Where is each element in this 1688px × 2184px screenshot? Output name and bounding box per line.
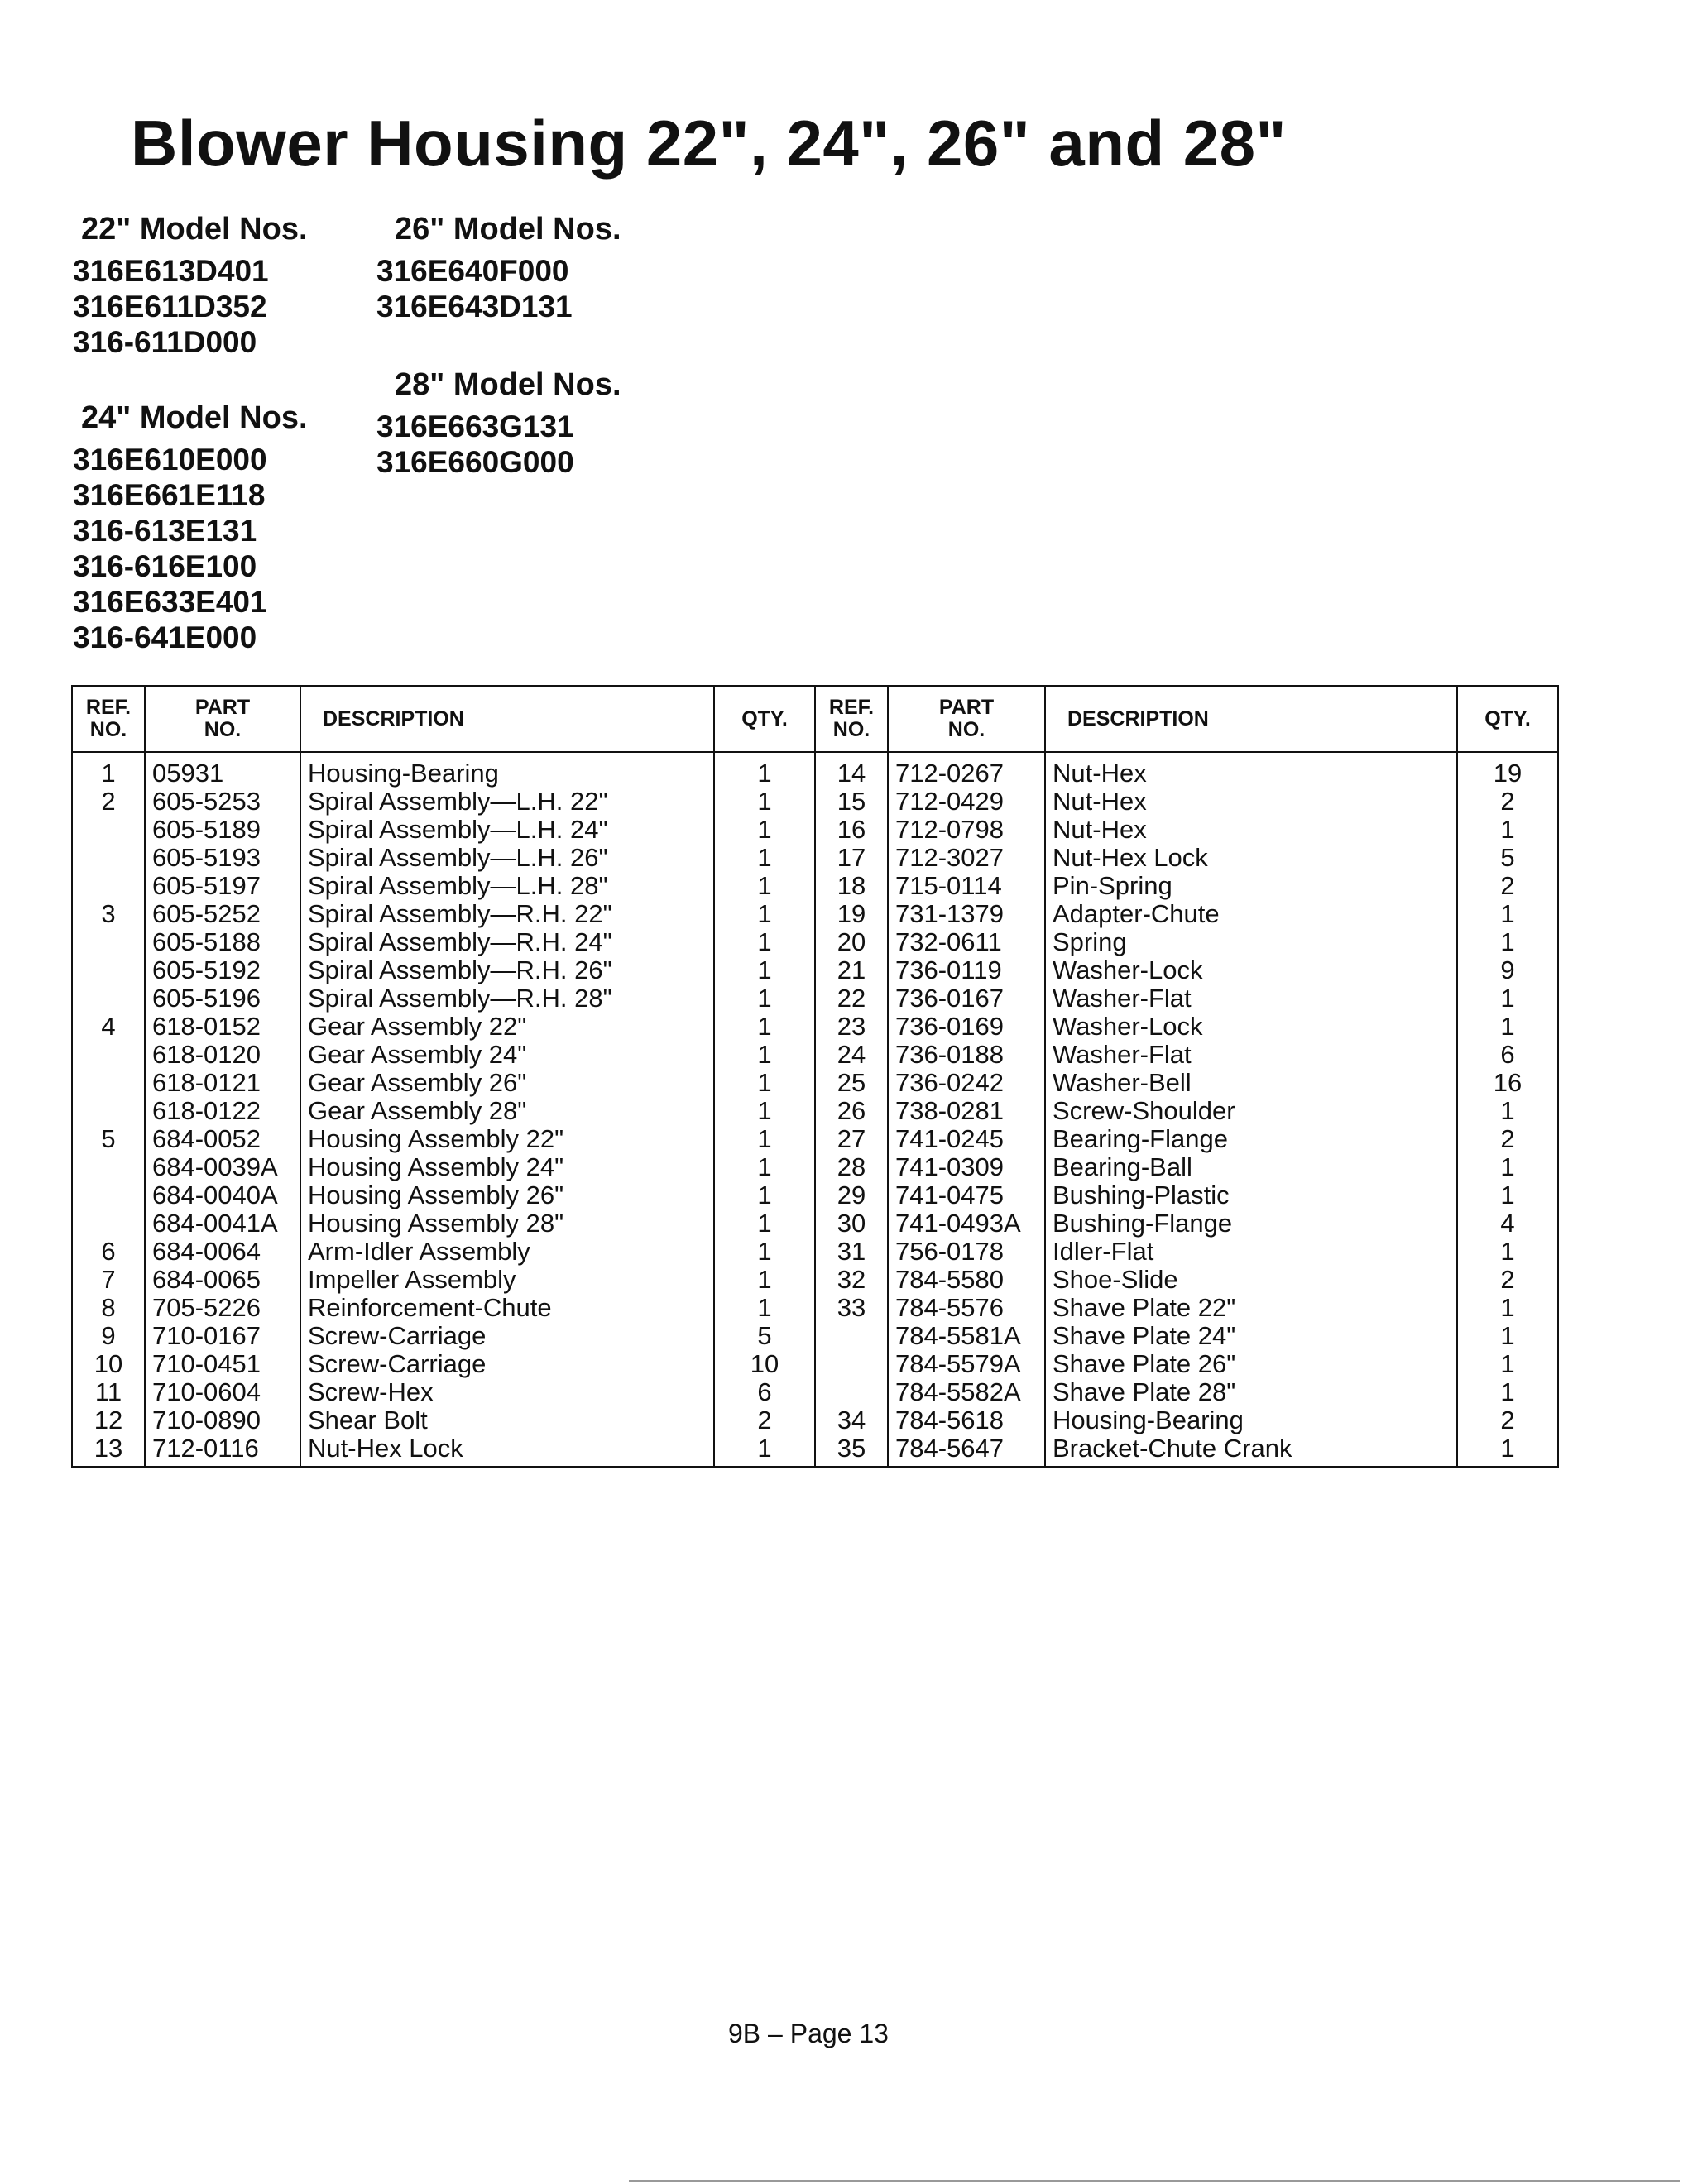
qty-cell: 1 bbox=[714, 1069, 815, 1097]
ref-no-cell: 21 bbox=[815, 956, 888, 984]
part-no-cell: 605-5189 bbox=[145, 816, 300, 844]
qty-cell: 1 bbox=[1457, 1350, 1558, 1378]
header-part-no: PART NO. bbox=[145, 686, 300, 752]
qty-cell: 6 bbox=[714, 1378, 815, 1406]
ref-no-cell: 14 bbox=[815, 752, 888, 788]
ref-no-cell: 31 bbox=[815, 1238, 888, 1266]
model-number: 316E660G000 bbox=[376, 445, 574, 479]
qty-cell: 1 bbox=[714, 1434, 815, 1467]
ref-no-cell: 18 bbox=[815, 872, 888, 900]
ref-no-cell: 20 bbox=[815, 928, 888, 956]
ref-no-cell: 12 bbox=[72, 1406, 145, 1434]
model-list-28 bbox=[376, 409, 621, 480]
qty-cell: 16 bbox=[1457, 1069, 1558, 1097]
qty-cell: 6 bbox=[1457, 1041, 1558, 1069]
header-part-no-2: PART NO. bbox=[888, 686, 1045, 752]
description-cell: Washer-Lock bbox=[1045, 956, 1457, 984]
description-cell: Gear Assembly 28" bbox=[300, 1097, 714, 1125]
part-no-cell: 784-5579A bbox=[888, 1350, 1045, 1378]
part-no-cell: 712-0429 bbox=[888, 788, 1045, 816]
ref-no-cell: 9 bbox=[72, 1322, 145, 1350]
part-no-cell: 684-0052 bbox=[145, 1125, 300, 1153]
table-row bbox=[72, 788, 1558, 816]
model-group-26 bbox=[376, 210, 621, 324]
qty-cell: 1 bbox=[1457, 816, 1558, 844]
model-number: 316E661E118 bbox=[73, 478, 266, 512]
qty-cell: 2 bbox=[1457, 788, 1558, 816]
qty-cell: 5 bbox=[1457, 844, 1558, 872]
model-number: 316-616E100 bbox=[73, 549, 257, 583]
ref-no-cell: 11 bbox=[72, 1378, 145, 1406]
qty-cell: 1 bbox=[1457, 928, 1558, 956]
part-no-cell: 731-1379 bbox=[888, 900, 1045, 928]
table-row bbox=[72, 1069, 1558, 1097]
part-no-cell: 05931 bbox=[145, 752, 300, 788]
description-cell: Bearing-Ball bbox=[1045, 1153, 1457, 1181]
qty-cell: 1 bbox=[1457, 1434, 1558, 1467]
table-row bbox=[72, 1041, 1558, 1069]
ref-no-cell bbox=[72, 1097, 145, 1125]
ref-no-cell bbox=[72, 956, 145, 984]
ref-no-cell: 4 bbox=[72, 1013, 145, 1041]
description-cell: Bearing-Flange bbox=[1045, 1125, 1457, 1153]
part-no-cell: 741-0309 bbox=[888, 1153, 1045, 1181]
qty-cell: 1 bbox=[714, 956, 815, 984]
table-header-row bbox=[72, 686, 1558, 752]
ref-no-cell bbox=[72, 816, 145, 844]
model-group-28 bbox=[376, 366, 621, 480]
bottom-rule bbox=[629, 2180, 1680, 2182]
table-row bbox=[72, 752, 1558, 788]
part-no-cell: 784-5580 bbox=[888, 1266, 1045, 1294]
qty-cell: 1 bbox=[714, 816, 815, 844]
description-cell: Shave Plate 28" bbox=[1045, 1378, 1457, 1406]
part-no-cell: 684-0065 bbox=[145, 1266, 300, 1294]
description-cell: Shave Plate 24" bbox=[1045, 1322, 1457, 1350]
qty-cell: 10 bbox=[714, 1350, 815, 1378]
part-no-cell: 618-0122 bbox=[145, 1097, 300, 1125]
model-number: 316E611D352 bbox=[73, 290, 267, 323]
model-group-24 bbox=[73, 399, 308, 655]
qty-cell: 1 bbox=[1457, 1013, 1558, 1041]
part-no-cell: 712-0116 bbox=[145, 1434, 300, 1467]
model-number: 316E640F000 bbox=[376, 254, 569, 288]
table-row bbox=[72, 1153, 1558, 1181]
qty-cell: 1 bbox=[714, 872, 815, 900]
qty-cell: 1 bbox=[714, 900, 815, 928]
ref-no-cell: 16 bbox=[815, 816, 888, 844]
qty-cell: 2 bbox=[1457, 872, 1558, 900]
ref-no-cell: 28 bbox=[815, 1153, 888, 1181]
qty-cell: 9 bbox=[1457, 956, 1558, 984]
qty-cell: 1 bbox=[714, 844, 815, 872]
ref-no-cell: 15 bbox=[815, 788, 888, 816]
table-row bbox=[72, 1322, 1558, 1350]
qty-cell: 1 bbox=[714, 788, 815, 816]
description-cell: Adapter-Chute bbox=[1045, 900, 1457, 928]
qty-cell: 1 bbox=[714, 1041, 815, 1069]
ref-no-cell bbox=[72, 1041, 145, 1069]
qty-cell: 1 bbox=[1457, 1238, 1558, 1266]
part-no-cell: 605-5252 bbox=[145, 900, 300, 928]
part-no-cell: 741-0475 bbox=[888, 1181, 1045, 1209]
part-no-cell: 684-0040A bbox=[145, 1181, 300, 1209]
qty-cell: 1 bbox=[714, 1181, 815, 1209]
description-cell: Washer-Flat bbox=[1045, 984, 1457, 1013]
header-qty-2: QTY. bbox=[1457, 686, 1558, 752]
qty-cell: 1 bbox=[714, 1125, 815, 1153]
ref-no-cell: 19 bbox=[815, 900, 888, 928]
description-cell: Housing-Bearing bbox=[300, 752, 714, 788]
ref-no-cell: 13 bbox=[72, 1434, 145, 1467]
table-row bbox=[72, 1238, 1558, 1266]
part-no-cell: 756-0178 bbox=[888, 1238, 1045, 1266]
part-no-cell: 710-0604 bbox=[145, 1378, 300, 1406]
description-cell: Nut-Hex bbox=[1045, 752, 1457, 788]
description-cell: Shoe-Slide bbox=[1045, 1266, 1457, 1294]
header-description: DESCRIPTION bbox=[300, 686, 714, 752]
table-row bbox=[72, 1350, 1558, 1378]
ref-no-cell bbox=[815, 1378, 888, 1406]
table-row bbox=[72, 956, 1558, 984]
ref-no-cell: 33 bbox=[815, 1294, 888, 1322]
part-no-cell: 736-0242 bbox=[888, 1069, 1045, 1097]
ref-no-cell: 1 bbox=[72, 752, 145, 788]
qty-cell: 1 bbox=[1457, 1097, 1558, 1125]
description-cell: Washer-Flat bbox=[1045, 1041, 1457, 1069]
part-no-cell: 605-5188 bbox=[145, 928, 300, 956]
part-no-cell: 784-5581A bbox=[888, 1322, 1045, 1350]
ref-no-cell bbox=[72, 928, 145, 956]
model-number: 316E663G131 bbox=[376, 410, 574, 443]
part-no-cell: 784-5582A bbox=[888, 1378, 1045, 1406]
part-no-cell: 705-5226 bbox=[145, 1294, 300, 1322]
part-no-cell: 736-0167 bbox=[888, 984, 1045, 1013]
ref-no-cell: 32 bbox=[815, 1266, 888, 1294]
ref-no-cell: 5 bbox=[72, 1125, 145, 1153]
ref-no-cell: 30 bbox=[815, 1209, 888, 1238]
description-cell: Gear Assembly 24" bbox=[300, 1041, 714, 1069]
qty-cell: 1 bbox=[714, 1294, 815, 1322]
model-list-22 bbox=[73, 253, 308, 360]
description-cell: Spiral Assembly—L.H. 22" bbox=[300, 788, 714, 816]
description-cell: Spiral Assembly—R.H. 24" bbox=[300, 928, 714, 956]
description-cell: Idler-Flat bbox=[1045, 1238, 1457, 1266]
model-group-22 bbox=[73, 210, 308, 360]
part-no-cell: 684-0041A bbox=[145, 1209, 300, 1238]
part-no-cell: 738-0281 bbox=[888, 1097, 1045, 1125]
qty-cell: 1 bbox=[1457, 1294, 1558, 1322]
qty-cell: 1 bbox=[1457, 900, 1558, 928]
description-cell: Nut-Hex Lock bbox=[300, 1434, 714, 1467]
ref-no-cell: 27 bbox=[815, 1125, 888, 1153]
qty-cell: 4 bbox=[1457, 1209, 1558, 1238]
qty-cell: 1 bbox=[714, 752, 815, 788]
table-row bbox=[72, 984, 1558, 1013]
table-row bbox=[72, 1434, 1558, 1467]
description-cell: Housing Assembly 26" bbox=[300, 1181, 714, 1209]
ref-no-cell bbox=[815, 1350, 888, 1378]
ref-no-cell bbox=[815, 1322, 888, 1350]
model-list-24 bbox=[73, 442, 308, 655]
table-row bbox=[72, 1013, 1558, 1041]
part-no-cell: 684-0064 bbox=[145, 1238, 300, 1266]
table-row bbox=[72, 1406, 1558, 1434]
model-number: 316-611D000 bbox=[73, 325, 257, 359]
description-cell: Bushing-Flange bbox=[1045, 1209, 1457, 1238]
table-row bbox=[72, 1378, 1558, 1406]
description-cell: Screw-Shoulder bbox=[1045, 1097, 1457, 1125]
description-cell: Spiral Assembly—L.H. 24" bbox=[300, 816, 714, 844]
part-no-cell: 784-5576 bbox=[888, 1294, 1045, 1322]
description-cell: Shave Plate 22" bbox=[1045, 1294, 1457, 1322]
header-ref-no-2: REF. NO. bbox=[815, 686, 888, 752]
ref-no-cell: 10 bbox=[72, 1350, 145, 1378]
header-ref-no: REF. NO. bbox=[72, 686, 145, 752]
model-number: 316-641E000 bbox=[73, 620, 257, 654]
part-no-cell: 605-5197 bbox=[145, 872, 300, 900]
part-no-cell: 618-0152 bbox=[145, 1013, 300, 1041]
ref-no-cell bbox=[72, 1181, 145, 1209]
qty-cell: 19 bbox=[1457, 752, 1558, 788]
table-row bbox=[72, 1266, 1558, 1294]
parts-table-body bbox=[72, 752, 1558, 1467]
qty-cell: 1 bbox=[714, 928, 815, 956]
model-heading-26: 26" Model Nos. bbox=[395, 212, 621, 247]
qty-cell: 1 bbox=[1457, 984, 1558, 1013]
part-no-cell: 710-0167 bbox=[145, 1322, 300, 1350]
description-cell: Gear Assembly 26" bbox=[300, 1069, 714, 1097]
qty-cell: 2 bbox=[1457, 1406, 1558, 1434]
ref-no-cell: 17 bbox=[815, 844, 888, 872]
table-row bbox=[72, 844, 1558, 872]
part-no-cell: 736-0188 bbox=[888, 1041, 1045, 1069]
qty-cell: 1 bbox=[1457, 1153, 1558, 1181]
qty-cell: 1 bbox=[1457, 1181, 1558, 1209]
table-row bbox=[72, 1181, 1558, 1209]
table-row bbox=[72, 928, 1558, 956]
table-row bbox=[72, 900, 1558, 928]
description-cell: Pin-Spring bbox=[1045, 872, 1457, 900]
model-heading-28: 28" Model Nos. bbox=[395, 367, 621, 402]
ref-no-cell: 25 bbox=[815, 1069, 888, 1097]
part-no-cell: 736-0119 bbox=[888, 956, 1045, 984]
qty-cell: 1 bbox=[1457, 1322, 1558, 1350]
part-no-cell: 784-5618 bbox=[888, 1406, 1045, 1434]
part-no-cell: 618-0120 bbox=[145, 1041, 300, 1069]
part-no-cell: 710-0451 bbox=[145, 1350, 300, 1378]
ref-no-cell bbox=[72, 1069, 145, 1097]
part-no-cell: 605-5192 bbox=[145, 956, 300, 984]
ref-no-cell: 2 bbox=[72, 788, 145, 816]
ref-no-cell: 22 bbox=[815, 984, 888, 1013]
ref-no-cell: 26 bbox=[815, 1097, 888, 1125]
parts-table bbox=[71, 685, 1559, 1468]
ref-no-cell bbox=[72, 1153, 145, 1181]
part-no-cell: 712-0798 bbox=[888, 816, 1045, 844]
description-cell: Shear Bolt bbox=[300, 1406, 714, 1434]
table-row bbox=[72, 816, 1558, 844]
part-no-cell: 741-0493A bbox=[888, 1209, 1045, 1238]
model-number: 316E643D131 bbox=[376, 290, 573, 323]
description-cell: Nut-Hex bbox=[1045, 788, 1457, 816]
model-heading-22: 22" Model Nos. bbox=[81, 212, 308, 247]
description-cell: Screw-Carriage bbox=[300, 1350, 714, 1378]
description-cell: Bushing-Plastic bbox=[1045, 1181, 1457, 1209]
description-cell: Bracket-Chute Crank bbox=[1045, 1434, 1457, 1467]
header-description-2: DESCRIPTION bbox=[1045, 686, 1457, 752]
ref-no-cell: 35 bbox=[815, 1434, 888, 1467]
description-cell: Nut-Hex Lock bbox=[1045, 844, 1457, 872]
ref-no-cell bbox=[72, 1209, 145, 1238]
model-number: 316-613E131 bbox=[73, 514, 257, 548]
description-cell: Washer-Lock bbox=[1045, 1013, 1457, 1041]
ref-no-cell: 34 bbox=[815, 1406, 888, 1434]
part-no-cell: 741-0245 bbox=[888, 1125, 1045, 1153]
ref-no-cell bbox=[72, 984, 145, 1013]
table-row bbox=[72, 1125, 1558, 1153]
part-no-cell: 736-0169 bbox=[888, 1013, 1045, 1041]
qty-cell: 1 bbox=[714, 1013, 815, 1041]
part-no-cell: 715-0114 bbox=[888, 872, 1045, 900]
part-no-cell: 605-5196 bbox=[145, 984, 300, 1013]
part-no-cell: 784-5647 bbox=[888, 1434, 1045, 1467]
description-cell: Nut-Hex bbox=[1045, 816, 1457, 844]
qty-cell: 2 bbox=[714, 1406, 815, 1434]
ref-no-cell: 7 bbox=[72, 1266, 145, 1294]
description-cell: Impeller Assembly bbox=[300, 1266, 714, 1294]
ref-no-cell: 3 bbox=[72, 900, 145, 928]
part-no-cell: 712-3027 bbox=[888, 844, 1045, 872]
table-row bbox=[72, 872, 1558, 900]
description-cell: Gear Assembly 22" bbox=[300, 1013, 714, 1041]
ref-no-cell bbox=[72, 872, 145, 900]
description-cell: Housing Assembly 24" bbox=[300, 1153, 714, 1181]
description-cell: Spiral Assembly—L.H. 26" bbox=[300, 844, 714, 872]
model-heading-24: 24" Model Nos. bbox=[81, 400, 308, 435]
table-row bbox=[72, 1209, 1558, 1238]
ref-no-cell bbox=[72, 844, 145, 872]
description-cell: Screw-Hex bbox=[300, 1378, 714, 1406]
qty-cell: 1 bbox=[714, 984, 815, 1013]
part-no-cell: 710-0890 bbox=[145, 1406, 300, 1434]
description-cell: Spiral Assembly—R.H. 26" bbox=[300, 956, 714, 984]
qty-cell: 1 bbox=[714, 1209, 815, 1238]
qty-cell: 2 bbox=[1457, 1266, 1558, 1294]
header-qty: QTY. bbox=[714, 686, 815, 752]
description-cell: Housing-Bearing bbox=[1045, 1406, 1457, 1434]
model-number: 316E610E000 bbox=[73, 443, 267, 477]
description-cell: Spiral Assembly—R.H. 28" bbox=[300, 984, 714, 1013]
qty-cell: 1 bbox=[714, 1238, 815, 1266]
qty-cell: 1 bbox=[714, 1153, 815, 1181]
part-no-cell: 618-0121 bbox=[145, 1069, 300, 1097]
part-no-cell: 684-0039A bbox=[145, 1153, 300, 1181]
qty-cell: 2 bbox=[1457, 1125, 1558, 1153]
description-cell: Spring bbox=[1045, 928, 1457, 956]
table-row bbox=[72, 1097, 1558, 1125]
model-list-26 bbox=[376, 253, 621, 324]
description-cell: Arm-Idler Assembly bbox=[300, 1238, 714, 1266]
part-no-cell: 605-5253 bbox=[145, 788, 300, 816]
qty-cell: 1 bbox=[714, 1266, 815, 1294]
model-number: 316E633E401 bbox=[73, 585, 267, 619]
part-no-cell: 712-0267 bbox=[888, 752, 1045, 788]
ref-no-cell: 23 bbox=[815, 1013, 888, 1041]
description-cell: Screw-Carriage bbox=[300, 1322, 714, 1350]
description-cell: Reinforcement-Chute bbox=[300, 1294, 714, 1322]
description-cell: Shave Plate 26" bbox=[1045, 1350, 1457, 1378]
table-row bbox=[72, 1294, 1558, 1322]
description-cell: Spiral Assembly—L.H. 28" bbox=[300, 872, 714, 900]
description-cell: Washer-Bell bbox=[1045, 1069, 1457, 1097]
ref-no-cell: 8 bbox=[72, 1294, 145, 1322]
qty-cell: 5 bbox=[714, 1322, 815, 1350]
part-no-cell: 605-5193 bbox=[145, 844, 300, 872]
description-cell: Housing Assembly 22" bbox=[300, 1125, 714, 1153]
description-cell: Housing Assembly 28" bbox=[300, 1209, 714, 1238]
part-no-cell: 732-0611 bbox=[888, 928, 1045, 956]
ref-no-cell: 29 bbox=[815, 1181, 888, 1209]
description-cell: Spiral Assembly—R.H. 22" bbox=[300, 900, 714, 928]
page-title: Blower Housing 22", 24", 26" and 28" bbox=[131, 107, 1288, 180]
ref-no-cell: 6 bbox=[72, 1238, 145, 1266]
model-number: 316E613D401 bbox=[73, 254, 269, 288]
qty-cell: 1 bbox=[714, 1097, 815, 1125]
qty-cell: 1 bbox=[1457, 1378, 1558, 1406]
page-number: 9B – Page 13 bbox=[728, 2019, 889, 2048]
ref-no-cell: 24 bbox=[815, 1041, 888, 1069]
